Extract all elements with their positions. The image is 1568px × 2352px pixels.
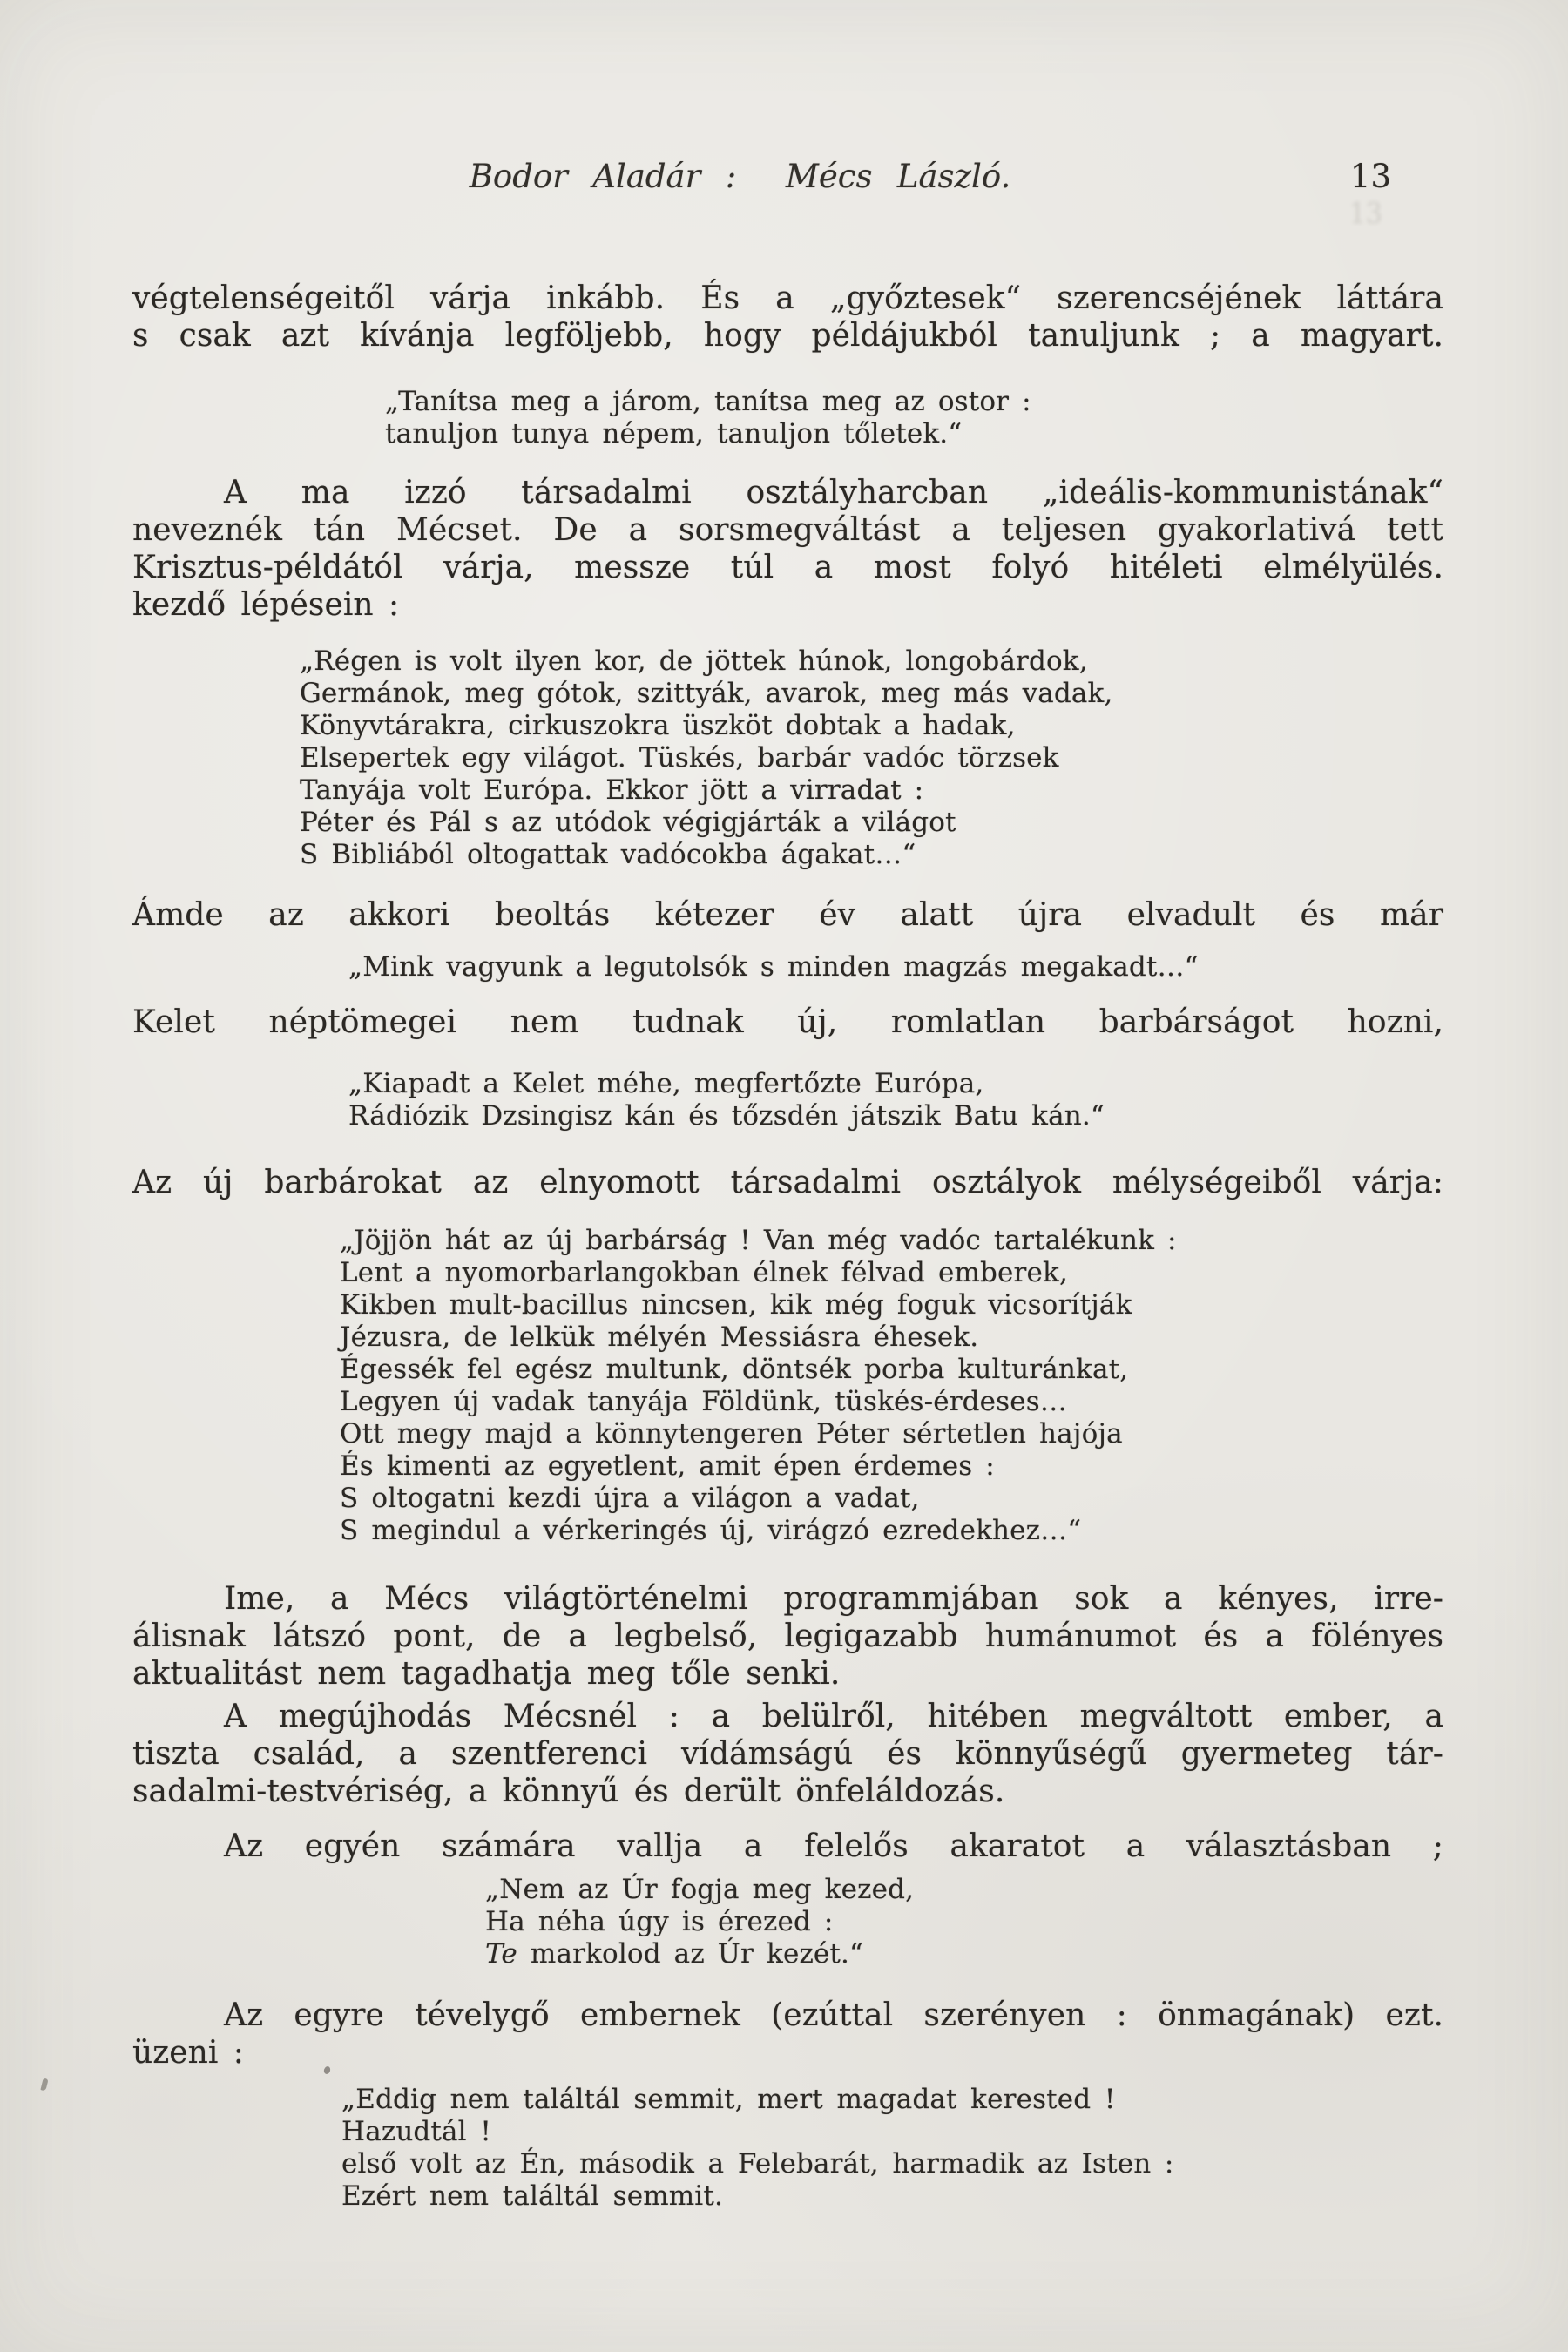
text-line: kezdő lépésein : [132,587,400,623]
text-line: Az egyre tévelygő embernek (ezúttal szerényen : önmagának) ezt. [224,1997,1443,2033]
italic-word: Te [485,1938,517,1970]
verse-line: Rádiózik Dzsingisz kán és tőzsdén játszik Batu kán.“ [348,1100,1105,1132]
verse-line: Jézusra, de lelkük mélyén Messiásra éhesek. [340,1321,979,1353]
verse-line: „Tanítsa meg a járom, tanítsa meg az ostor : [385,386,1031,417]
verse-line: „Régen is volt ilyen kor, de jöttek húnok, longobárdok, [300,645,1088,677]
verse-quote-mink [348,951,1443,983]
paragraph [132,1164,1443,1201]
verse-line-rest: markolod az Úr kezét.“ [517,1938,864,1970]
verse-line: S Bibliából oltogattak vadócokba ágakat…“ [300,839,916,870]
text-line: végtelenségeitől várja inkább. És a „győztesek“ szerencséjének láttára [132,280,1443,316]
verse-line: Kikben mult-bacillus nincsen, kik még foguk vicsorítják [340,1289,1132,1321]
paragraph [132,474,1443,624]
verse-line: És kimenti az egyetlent, amit épen érdemes : [340,1450,995,1482]
text-line: tiszta család, a szentferenci vídámságú és könnyűségű gyermeteg tár- [132,1736,1443,1772]
text-line: A ma izzó társadalmi osztályharcban „ideális-kommunistának“ [224,475,1443,510]
verse-line: Ha néha úgy is érezed : [485,1906,834,1937]
verse-line: Égessék fel egész multunk, döntsék porba kulturánkat, [340,1354,1129,1385]
verse-quote-jojjon [340,1225,1443,1547]
verse-line: Germánok, meg gótok, szittyák, avarok, meg más vadak, [300,678,1113,709]
text-line: aktualitást nem tagadhatja meg tőle senki. [132,1656,841,1692]
verse-line: Hazudtál ! [341,2116,491,2147]
paragraph [132,896,1443,934]
text-line: Az egyén számára vallja a felelős akaratot a választásban ; [224,1828,1443,1864]
margin-speck-artifact [40,2078,48,2091]
verse-quote-regen [300,645,1443,871]
verse-line: „Eddig nem találtál semmit, mert magadat kerested ! [341,2084,1116,2115]
verse-quote-eddig [341,2084,1443,2213]
text-line: neveznék tán Mécset. De a sorsmegváltást a teljesen gyakorlativá tett [132,512,1443,548]
text-line: A megújhodás Mécsnél : a belülről, hitében megváltott ember, a [224,1699,1443,1734]
verse-line: „Nem az Úr fogja meg kezed, [485,1874,915,1905]
verse-line: Péter és Pál s az utódok végigjárták a világot [300,807,956,838]
paragraph [132,1997,1443,2072]
verse-line: első volt az Én, második a Felebarát, harmadik az Isten : [341,2148,1174,2180]
text-line: Ámde az akkori beoltás kétezer év alatt újra elvadult és már [132,897,1443,933]
ink-bleed-artifact: 13 [1348,197,1382,231]
verse-line: „Jöjjön hát az új barbárság ! Van még vadóc tartalékunk : [340,1225,1177,1256]
text-block [132,157,1443,2213]
verse-quote-tanitsa [385,386,1443,450]
text-line: álisnak látszó pont, de a legbelső, legigazabb humánumot és a fölényes [132,1619,1443,1654]
verse-line: „Mink vagyunk a legutolsók s minden magzás megakadt…“ [348,951,1199,983]
paragraph-continuation [132,280,1443,355]
verse-line: Tanyája volt Európa. Ekkor jött a virradat : [300,774,924,806]
running-title: Bodor Aladár : Mécs László. [469,158,1011,195]
text-line: s csak azt kívánja legföljebb, hogy példájukból tanuljunk ; a magyart. [132,318,1443,354]
page-number: 13 [1349,158,1391,195]
verse-line: Lent a nyomorbarlangokban élnek félvad emberek, [340,1257,1068,1288]
verse-line: S megindul a vérkeringés új, virágzó ezredekhez…“ [340,1515,1082,1546]
text-line: sadalmi-testvériség, a könnyű és derült önfeláldozás. [132,1774,1005,1809]
verse-line: Legyen új vadak tanyája Földünk, tüskés-érdeses… [340,1386,1067,1417]
verse-line [485,1938,1443,1970]
text-line: Ime, a Mécs világtörténelmi programmjában sok a kényes, irre- [224,1581,1443,1617]
text-line: Kelet néptömegei nem tudnak új, romlatlan barbárságot hozni, [132,1004,1443,1040]
text-line: Az új barbárokat az elnyomott társadalmi osztályok mélységeiből várja: [132,1165,1443,1200]
verse-quote-kiapadt [348,1068,1443,1132]
text-line: üzeni : [132,2035,244,2071]
verse-quote-nem-az-ur [485,1874,1443,1970]
paragraph [132,1698,1443,1810]
paragraph [132,1004,1443,1041]
verse-line: Könyvtárakra, cirkuszokra üszköt dobtak a hadak, [300,710,1016,741]
paragraph [132,1580,1443,1693]
verse-line: Ott megy majd a könnytengeren Péter sértetlen hajója [340,1418,1123,1450]
paragraph [132,1828,1443,1865]
verse-line: Elsepertek egy világot. Tüskés, barbár vadóc törzsek [300,742,1059,774]
text-line: Krisztus-példától várja, messze túl a most folyó hitéleti elmélyülés. [132,550,1443,585]
verse-line: Ezért nem találtál semmit. [341,2180,723,2212]
page-header [132,157,1443,231]
verse-line: tanuljon tunya népem, tanuljon tőletek.“ [385,418,963,449]
verse-line: „Kiapadt a Kelet méhe, megfertőzte Európa, [348,1068,984,1099]
verse-line: S oltogatni kezdi újra a világon a vadat, [340,1483,920,1514]
